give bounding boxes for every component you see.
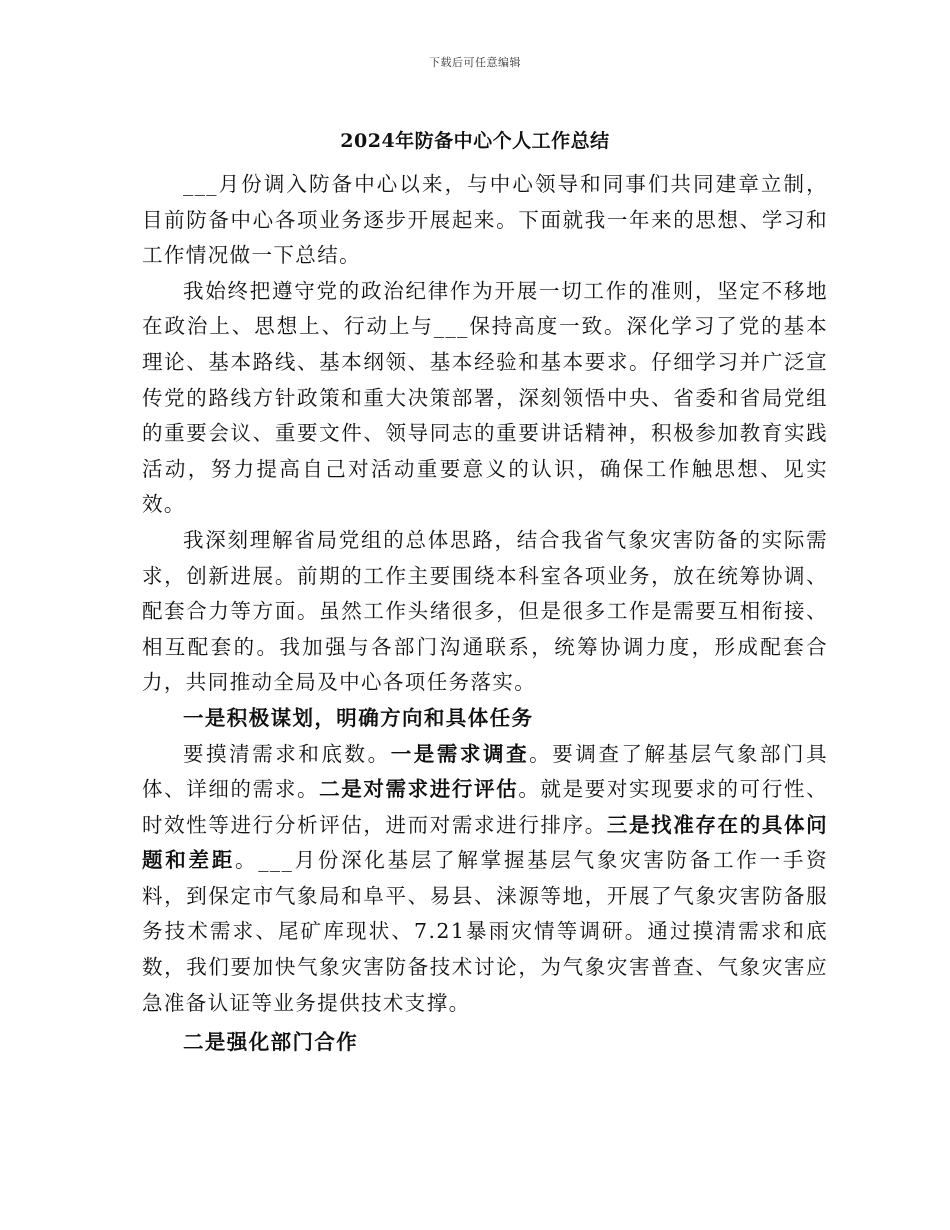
document-title: 2024年防备中心个人工作总结	[340, 130, 610, 152]
needs-bold-3: 三是找准存在的具体问题和差距	[142, 812, 829, 873]
paragraph-political: 我始终把遵守党的政治纪律作为开展一切工作的准则，坚定不移地在政治上、思想上、行动上与___保持高度一致。深化学习了党的基本理论、基本路线、基本纲领、基本经验和基本要求。仔细学习并广泛宣传党的路线方针政策和重大决策部署，深刻领悟中央、省委和省局党组的重要会议、重要文件、领导同志的重要讲话精神，积极参加教育实践活动，努力提高自己对活动重要意义的认识，确保工作触思想、见实效。	[142, 278, 828, 517]
needs-bold-2: 二是对需求进行评估	[319, 777, 519, 802]
section-heading-1: 一是积极谋划，明确方向和具体任务	[183, 705, 534, 730]
section-heading-2: 二是强化部门合作	[183, 1030, 359, 1055]
needs-text-4: 。___月份深化基层了解掌握基层气象灾害防备工作一手资料，到保定市气象局和阜平、易县、涞源等地，开展了气象灾害防备服务技术需求、尾矿库现状、7.21暴雨灾情等调研。通过摸清需求和底数，我们要加快气象灾害防备技术讨论，为气象灾害普查、气象灾害应急准备认证等业务提供技术支撑。	[142, 848, 828, 1015]
paragraph-intro: ___月份调入防备中心以来，与中心领导和同事们共同建章立制，目前防备中心各项业务逐步开展起来。下面就我一年来的思想、学习和工作情况做一下总结。	[142, 172, 828, 268]
paragraph-needs	[142, 737, 828, 1022]
needs-text-3: 。就是要对实现要求的可行性、时效性等进行分析评估，进而对需求进行排序。	[142, 777, 828, 837]
paragraph-coordination: 我深刻理解省局党组的总体思路，结合我省气象灾害防备的实际需求，创新进展。前期的工作主要围绕本科室各项业务，放在统筹协调、配套合力等方面。虽然工作头绪很多，但是很多工作是需要互相衔接、相互配套的。我加强与各部门沟通联系，统筹协调力度，形成配套合力，共同推动全局及中心各项任务落实。	[142, 527, 828, 695]
document-body	[142, 167, 828, 1061]
header-note: 下载后可任意编辑	[429, 56, 521, 69]
needs-text-1: 要摸清需求和底数。	[183, 741, 391, 766]
needs-bold-1: 一是需求调查	[390, 741, 530, 766]
needs-text-2: 。要调查了解基层气象部门具体、详细的需求。	[142, 741, 828, 802]
